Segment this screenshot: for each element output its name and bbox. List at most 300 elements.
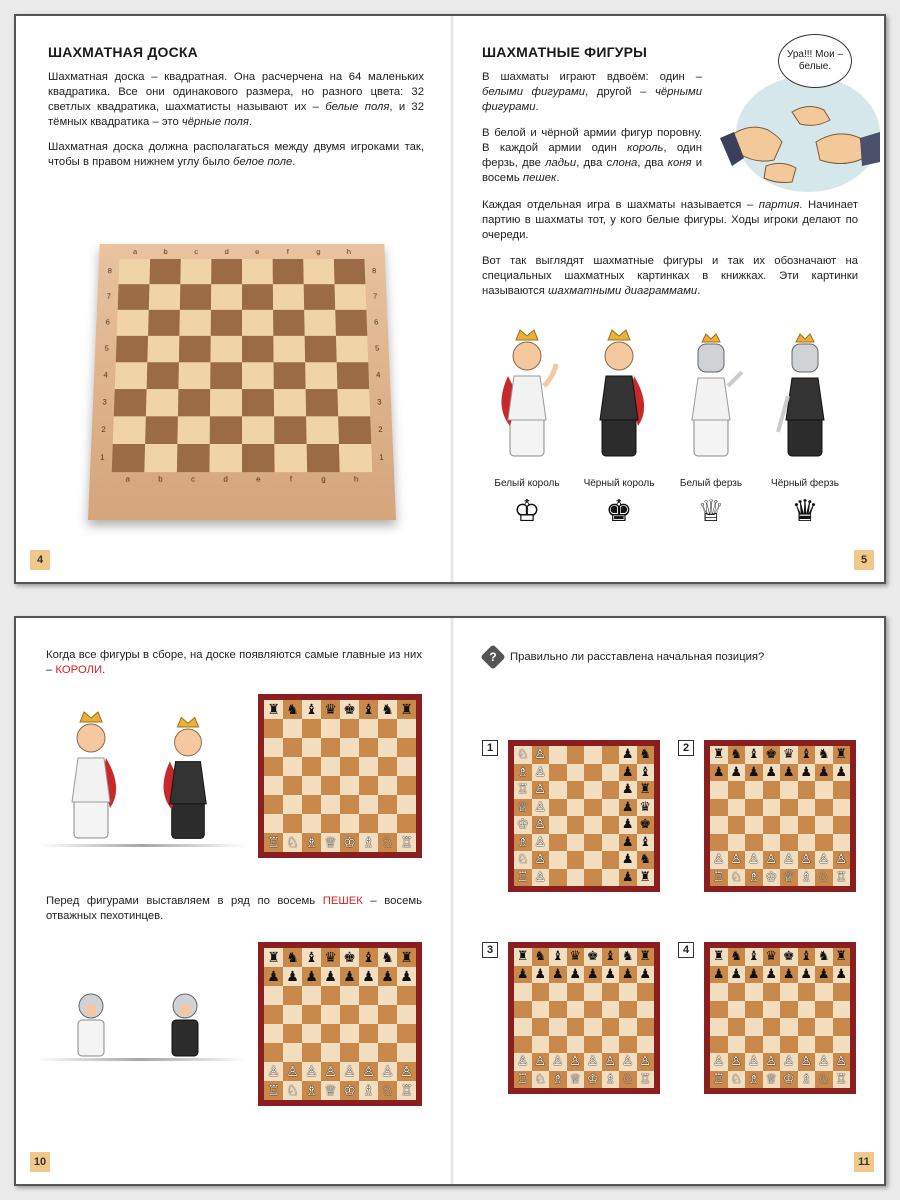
diagram-square <box>302 757 321 776</box>
diagram-square <box>264 1062 283 1081</box>
diagram-square <box>833 764 851 782</box>
paragraph-board-orientation: Шахматная доска должна располагаться между двумя игроками так, чтобы в правом нижнем углу было белое поле. <box>48 141 424 168</box>
diagram-square <box>619 1053 637 1071</box>
diagram-square <box>637 746 655 764</box>
page-title: ШАХМАТНАЯ ДОСКА <box>48 44 198 60</box>
diagram-square <box>815 764 833 782</box>
diagram-square <box>745 1001 763 1019</box>
paragraph-kings: Когда все фигуры в сборе, на доске появляются самые главные из них – КОРОЛИ. <box>46 649 422 676</box>
chess-piece-icon: ♜ <box>835 747 848 763</box>
chess-piece-icon: ♘ <box>817 869 830 885</box>
diagram-square <box>264 1024 283 1043</box>
chess-piece-icon: ♛ <box>765 949 778 965</box>
chess-piece-icon: ♟ <box>621 834 634 850</box>
diagram-square <box>302 719 321 738</box>
diagram-square <box>637 781 655 799</box>
question-number-1: 1 <box>482 740 498 756</box>
diagram-square <box>302 814 321 833</box>
diagram-square <box>798 1053 816 1071</box>
diagram-square <box>833 851 851 869</box>
diagram-square <box>378 738 397 757</box>
chess-piece-icon: ♗ <box>362 1082 375 1099</box>
chess-piece-icon: ♜ <box>516 949 529 965</box>
chess-piece-icon: ♗ <box>516 834 529 850</box>
diagram-square <box>514 799 532 817</box>
diagram-question-2 <box>704 740 856 892</box>
diagram-square <box>302 967 321 986</box>
board-square <box>273 310 305 336</box>
diagram-square <box>763 966 781 984</box>
diagram-square <box>602 983 620 1001</box>
chess-piece-icon: ♙ <box>534 1054 547 1070</box>
diagram-square <box>815 799 833 817</box>
diagram-square <box>728 1071 746 1089</box>
board-square <box>274 416 307 444</box>
diagram-square <box>745 799 763 817</box>
diagram-square <box>397 1024 416 1043</box>
diagram-square <box>798 983 816 1001</box>
board-square <box>149 284 181 310</box>
chess-piece-icon: ♟ <box>621 817 634 833</box>
diagram-square <box>710 869 728 887</box>
chessboard-grid <box>112 259 372 472</box>
diagram-square <box>763 983 781 1001</box>
chess-piece-icon: ♚ <box>343 949 356 966</box>
diagram-square <box>780 1018 798 1036</box>
diagram-square <box>321 738 340 757</box>
chess-piece-icon: ♕ <box>516 799 529 815</box>
chess-piece-icon: ♟ <box>621 764 634 780</box>
diagram-square <box>397 1005 416 1024</box>
chess-piece-icon: ♕ <box>782 869 795 885</box>
diagram-square <box>340 1005 359 1024</box>
chess-piece-icon: ♘ <box>381 834 394 851</box>
chess-piece-icon: ♟ <box>765 764 778 780</box>
diagram-square <box>283 1024 302 1043</box>
diagram-square <box>815 1036 833 1054</box>
floor-shadow <box>40 844 246 847</box>
board-square <box>337 389 370 416</box>
chess-piece-icon: ♖ <box>712 869 725 885</box>
diagram-square <box>763 799 781 817</box>
board-square <box>306 389 339 416</box>
chess-piece-icon: ♟ <box>621 869 634 885</box>
diagram-square <box>728 1053 746 1071</box>
file-label: e <box>256 474 261 484</box>
white-king-character <box>492 316 562 466</box>
rank-label: 3 <box>377 398 382 407</box>
diagram-square <box>359 1062 378 1081</box>
chess-piece-icon: ♝ <box>305 949 318 966</box>
diagram-square <box>321 1043 340 1062</box>
diagram-square <box>745 781 763 799</box>
diagram-square <box>302 776 321 795</box>
paragraph-diagrams: Вот так выглядят шахматные фигуры и так их обозначают на специальных шахматных картинках в книжках. Эти картинки называются шахматными диаграммами. <box>482 255 858 297</box>
diagram-square <box>780 746 798 764</box>
chess-piece-icon: ♟ <box>343 968 356 985</box>
floor-shadow <box>36 1058 246 1061</box>
diagram-square <box>619 764 637 782</box>
diagram-square <box>514 746 532 764</box>
diagram-square <box>584 764 602 782</box>
diagram-square <box>321 1024 340 1043</box>
diagram-square <box>710 1001 728 1019</box>
chess-piece-icon: ♙ <box>730 852 743 868</box>
diagram-square <box>637 834 655 852</box>
diagram-square <box>264 1043 283 1062</box>
diagram-square <box>340 833 359 852</box>
diagram-square <box>798 816 816 834</box>
diagram-square <box>549 1053 567 1071</box>
diagram-square <box>378 967 397 986</box>
diagram-square <box>602 746 620 764</box>
board-square <box>242 362 274 389</box>
diagram-square <box>264 948 283 967</box>
diagram-square <box>833 1071 851 1089</box>
diagram-square <box>780 1001 798 1019</box>
diagram-square <box>514 869 532 887</box>
chess-piece-icon: ♙ <box>747 1054 760 1070</box>
chess-piece-icon: ♟ <box>534 966 547 982</box>
diagram-square <box>728 869 746 887</box>
chess-piece-icon: ♙ <box>800 1054 813 1070</box>
diagram-square <box>602 869 620 887</box>
diagram-square <box>378 833 397 852</box>
white-king-character <box>46 698 136 848</box>
diagram-square <box>619 966 637 984</box>
chess-piece-icon: ♙ <box>534 869 547 885</box>
chess-piece-icon: ♟ <box>800 966 813 982</box>
diagram-square <box>619 834 637 852</box>
diagram-square <box>549 966 567 984</box>
chess-piece-icon: ♖ <box>712 1071 725 1087</box>
diagram-square <box>780 1036 798 1054</box>
chess-piece-icon: ♝ <box>604 949 617 965</box>
board-square <box>273 259 304 284</box>
diagram-square <box>763 1018 781 1036</box>
diagram-square <box>264 700 283 719</box>
diagram-square <box>321 776 340 795</box>
chess-piece-icon: ♗ <box>747 869 760 885</box>
diagram-square <box>815 1018 833 1036</box>
chess-piece-icon: ♙ <box>782 1054 795 1070</box>
diagram-square <box>359 986 378 1005</box>
board-square <box>116 336 148 362</box>
diagram-square <box>321 967 340 986</box>
chess-piece-icon: ♟ <box>712 966 725 982</box>
diagram-square <box>302 1043 321 1062</box>
chess-piece-icon: ♘ <box>730 869 743 885</box>
black-queen-character <box>770 316 840 466</box>
diagram-square <box>378 1081 397 1100</box>
diagram-square <box>584 1071 602 1089</box>
diagram-square <box>763 764 781 782</box>
diagram-square <box>397 700 416 719</box>
diagram-square <box>710 746 728 764</box>
chess-piece-icon: ♖ <box>835 1071 848 1087</box>
diagram-square <box>619 746 637 764</box>
diagram-square <box>549 746 567 764</box>
chess-piece-icon: ♞ <box>381 949 394 966</box>
diagram-square <box>264 738 283 757</box>
file-label: f <box>289 474 293 484</box>
diagram-grid <box>710 948 850 1088</box>
black-king-character <box>584 316 654 466</box>
diagram-square <box>780 834 798 852</box>
diagram-square <box>549 1001 567 1019</box>
diagram-square <box>815 948 833 966</box>
chess-piece-icon: ♙ <box>730 1054 743 1070</box>
diagram-square <box>321 833 340 852</box>
diagram-square <box>602 1001 620 1019</box>
chess-piece-icon: ♖ <box>516 782 529 798</box>
diagram-square <box>378 719 397 738</box>
chess-piece-icon: ♙ <box>534 747 547 763</box>
diagram-square <box>710 1036 728 1054</box>
chess-piece-icon: ♘ <box>534 1071 547 1087</box>
diagram-question-4 <box>704 942 856 1094</box>
diagram-square <box>780 983 798 1001</box>
board-square <box>210 336 242 362</box>
chess-piece-icon: ♘ <box>516 747 529 763</box>
diagram-square <box>637 816 655 834</box>
chess-piece-icon: ♙ <box>343 1063 356 1080</box>
chess-piece-icon: ♜ <box>639 869 652 885</box>
file-label: d <box>223 474 228 484</box>
chess-piece-icon: ♟ <box>712 764 725 780</box>
diagram-square <box>321 814 340 833</box>
diagram-square <box>584 851 602 869</box>
diagram-square <box>549 851 567 869</box>
diagram-square <box>264 986 283 1005</box>
chess-piece-icon: ♙ <box>362 1063 375 1080</box>
chess-piece-icon: ♜ <box>400 949 413 966</box>
diagram-square <box>710 1053 728 1071</box>
board-square <box>179 336 211 362</box>
diagram-square <box>532 983 550 1001</box>
diagram-square <box>514 1001 532 1019</box>
diagram-square <box>637 1001 655 1019</box>
diagram-square <box>763 869 781 887</box>
diagram-square <box>763 834 781 852</box>
diagram-square <box>637 1036 655 1054</box>
chess-piece-icon: ♘ <box>286 834 299 851</box>
diagram-square <box>549 1036 567 1054</box>
chess-piece-icon: ♟ <box>800 764 813 780</box>
diagram-square <box>549 816 567 834</box>
diagram-square <box>340 738 359 757</box>
diagram-square <box>264 833 283 852</box>
diagram-square <box>602 851 620 869</box>
chess-piece-icon: ♙ <box>534 764 547 780</box>
diagram-square <box>549 1071 567 1089</box>
board-square <box>304 310 336 336</box>
chess-piece-icon: ♟ <box>621 966 634 982</box>
diagram-square <box>359 1005 378 1024</box>
diagram-square <box>833 1036 851 1054</box>
chess-piece-icon: ♗ <box>800 1071 813 1087</box>
diagram-square <box>602 966 620 984</box>
chess-piece-icon: ♚ <box>586 949 599 965</box>
diagram-square <box>728 948 746 966</box>
diagram-square <box>264 814 283 833</box>
diagram-square <box>728 1001 746 1019</box>
chess-piece-icon: ♝ <box>362 949 375 966</box>
diagram-square <box>780 764 798 782</box>
chess-piece-icon: ♞ <box>381 701 394 718</box>
chess-piece-icon: ♝ <box>305 701 318 718</box>
board-square <box>242 259 273 284</box>
diagram-square <box>567 1071 585 1089</box>
chess-piece-icon: ♔ <box>343 1082 356 1099</box>
diagram-square <box>728 781 746 799</box>
board-square <box>274 362 306 389</box>
diagram-square <box>833 869 851 887</box>
diagram-square <box>321 757 340 776</box>
diagram-square <box>549 1018 567 1036</box>
chess-piece-icon: ♘ <box>381 1082 394 1099</box>
diagram-square <box>710 816 728 834</box>
chess-piece-icon: ♛ <box>324 701 337 718</box>
diagram-square <box>514 764 532 782</box>
diagram-square <box>602 1053 620 1071</box>
diagram-square <box>567 1053 585 1071</box>
diagram-square <box>397 1081 416 1100</box>
chess-piece-icon: ♞ <box>534 949 547 965</box>
diagram-square <box>378 1043 397 1062</box>
diagram-square <box>637 1018 655 1036</box>
chess-piece-icon: ♟ <box>305 968 318 985</box>
diagram-grid <box>264 700 416 852</box>
diagram-square <box>514 781 532 799</box>
diagram-square <box>602 1071 620 1089</box>
board-square <box>337 362 370 389</box>
diagram-square <box>514 948 532 966</box>
diagram-square <box>378 1024 397 1043</box>
file-label: d <box>224 248 229 256</box>
diagram-square <box>567 1018 585 1036</box>
diagram-square <box>340 948 359 967</box>
diagram-square <box>532 799 550 817</box>
rank-label: 1 <box>379 453 384 462</box>
diagram-square <box>302 738 321 757</box>
diagram-square <box>321 795 340 814</box>
diagram-square <box>710 781 728 799</box>
diagram-square <box>321 948 340 967</box>
board-square <box>242 336 274 362</box>
diagram-square <box>780 816 798 834</box>
diagram-square <box>567 983 585 1001</box>
board-square <box>177 416 210 444</box>
diagram-square <box>549 869 567 887</box>
diagram-square <box>514 1036 532 1054</box>
diagram-square <box>283 776 302 795</box>
board-square <box>180 284 211 310</box>
question-number-3: 3 <box>482 942 498 958</box>
diagram-square <box>728 834 746 852</box>
diagram-square <box>397 719 416 738</box>
diagram-square <box>359 1081 378 1100</box>
file-label: h <box>346 248 352 256</box>
diagram-square <box>514 1018 532 1036</box>
chess-piece-icon: ♞ <box>817 747 830 763</box>
chess-piece-icon: ♙ <box>534 782 547 798</box>
board-square <box>335 284 367 310</box>
diagram-square <box>397 986 416 1005</box>
diagram-square <box>763 1036 781 1054</box>
board-square <box>305 336 337 362</box>
chess-piece-icon: ♝ <box>551 949 564 965</box>
diagram-square <box>397 776 416 795</box>
diagram-square <box>321 700 340 719</box>
diagram-square <box>763 781 781 799</box>
page-10 <box>16 618 452 1184</box>
diagram-square <box>833 746 851 764</box>
piece-name-label: Чёрный ферзь <box>771 478 839 489</box>
diagram-square <box>397 967 416 986</box>
chess-piece-icon: ♗ <box>800 869 813 885</box>
board-square <box>147 336 179 362</box>
board-square <box>112 444 145 472</box>
diagram-square <box>283 719 302 738</box>
speech-bubble: Ура!!! Мои – белые. <box>778 34 852 88</box>
chess-piece-icon: ♙ <box>516 1054 529 1070</box>
white-queen-character <box>676 316 746 466</box>
diagram-square <box>728 816 746 834</box>
diagram-square <box>780 966 798 984</box>
diagram-square <box>584 1053 602 1071</box>
board-square <box>113 416 146 444</box>
diagram-square <box>763 948 781 966</box>
diagram-square <box>602 834 620 852</box>
board-square <box>305 362 337 389</box>
chess-piece-icon: ♟ <box>586 966 599 982</box>
diagram-square <box>619 869 637 887</box>
piece-diagram-icon: ♛ <box>791 494 819 529</box>
diagram-square <box>397 1043 416 1062</box>
chess-piece-icon: ♞ <box>730 949 743 965</box>
diagram-square <box>549 948 567 966</box>
chess-piece-icon: ♚ <box>343 701 356 718</box>
diagram-square <box>745 983 763 1001</box>
chess-piece-icon: ♟ <box>730 966 743 982</box>
diagram-square <box>340 795 359 814</box>
diagram-square <box>359 719 378 738</box>
diagram-square <box>359 738 378 757</box>
diagram-square <box>602 799 620 817</box>
diagram-square <box>283 700 302 719</box>
diagram-square <box>745 851 763 869</box>
diagram-square <box>833 781 851 799</box>
diagram-square <box>359 1043 378 1062</box>
diagram-square <box>833 948 851 966</box>
chess-piece-icon: ♟ <box>267 968 280 985</box>
file-label: f <box>286 248 289 256</box>
chess-piece-icon: ♝ <box>639 764 652 780</box>
chess-piece-icon: ♞ <box>639 747 652 763</box>
chess-piece-icon: ♘ <box>516 852 529 868</box>
question-text: Правильно ли расставлена начальная позиция? <box>510 651 765 663</box>
file-label: g <box>321 474 326 484</box>
diagram-square <box>780 1071 798 1089</box>
diagram-square <box>302 1024 321 1043</box>
diagram-square <box>745 764 763 782</box>
board-square <box>335 310 367 336</box>
chess-piece-icon: ♞ <box>621 949 634 965</box>
diagram-square <box>567 966 585 984</box>
diagram-square <box>532 816 550 834</box>
board-square <box>117 310 149 336</box>
